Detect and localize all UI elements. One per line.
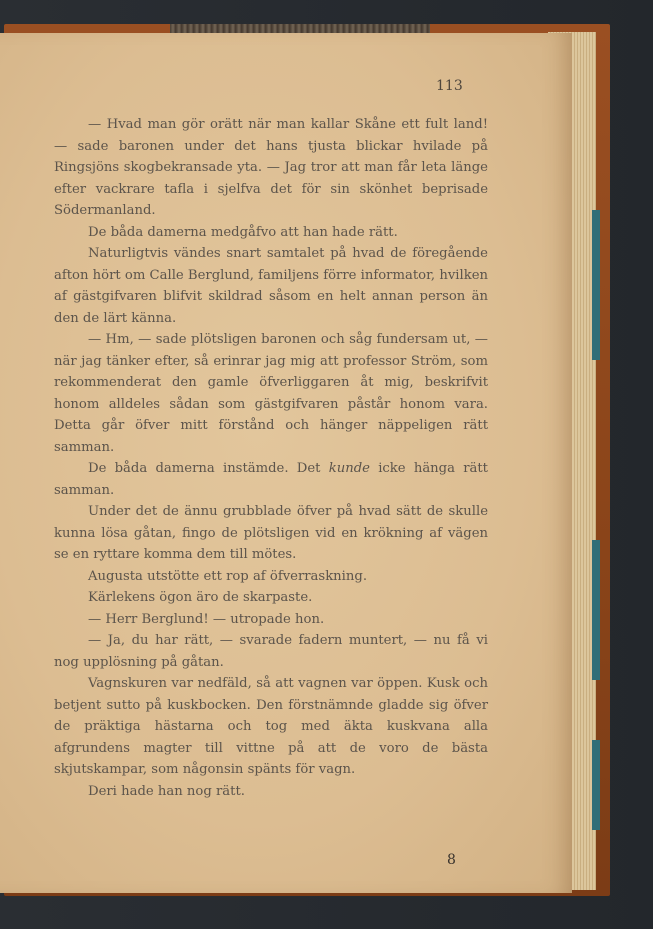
paragraph: Naturligtvis vändes snart samtalet på hvad de föregående afton hört om Calle Berglund, familjens förre informator, hvilken af gästgifvaren blifvit skildrad såsom en helt annan person än den de lärt känna. — [54, 246, 488, 326]
page-text — [54, 114, 488, 802]
emphasis-word: kunde — [328, 461, 370, 476]
page-number: 113 — [436, 78, 463, 94]
paragraph: Deri hade han nog rätt. — [88, 783, 245, 799]
bookmark-ribbon — [592, 740, 600, 830]
paragraph: Kärlekens ögon äro de skarpaste. — [88, 590, 313, 605]
paragraph: Augusta utstötte ett rop af öfverraskning. — [88, 568, 368, 584]
paragraph: Under det de ännu grubblade öfver på hvad sätt de skulle kunna lösa gåtan, fingo de plötsligen vid en krökning af vägen se en ryttare komma dem till mötes. — [54, 504, 488, 562]
paragraph: — Ja, du har rätt, — svarade fadern muntert, — nu få vi nog upplösning på gåtan. — [54, 633, 488, 670]
bookmark-ribbon — [592, 540, 600, 680]
paragraph: De båda damerna medgåfvo att han hade rätt. — [88, 224, 398, 240]
paragraph: — Hm, — sade plötsligen baronen och såg fundersam ut, — när jag tänker efter, så erinrar jag mig att professor Ström, som rekommenderat den gamle öfverliggaren åt mig, beskrifvit honom alldeles sådan som gästgifvaren påstår honom vara. Detta går öfver mitt förstånd och hänger näppeligen rätt samman. — [54, 332, 488, 455]
paragraph: — Herr Berglund! — utropade hon. — [88, 611, 325, 627]
paragraph: Vagnskuren var nedfäld, så att vagnen var öppen. Kusk och betjent sutto på kuskbocken. Den förstnämnde gladde sig öfver de präktiga hästarna och tog med äkta kuskvana alla afgrundens magter till vittne på att de voro de bästa skjutskampar, som någonsin spänts för vagn. — [54, 676, 488, 777]
paragraph: — Hvad man gör orätt när man kallar Skåne ett fult land! — sade baronen under det hans tjusta blickar hvilade på Ringsjöns skogbekransade yta. — Jag tror att man får leta länge efter vackrare tafla i sjelfva det för sin skönhet beprisade Södermanland. — [54, 117, 488, 218]
signature-mark: 8 — [447, 852, 456, 868]
bookmark-ribbon — [592, 210, 600, 360]
paragraph: De båda damerna instämde. Det kunde icke hänga rätt samman. — [54, 461, 488, 498]
